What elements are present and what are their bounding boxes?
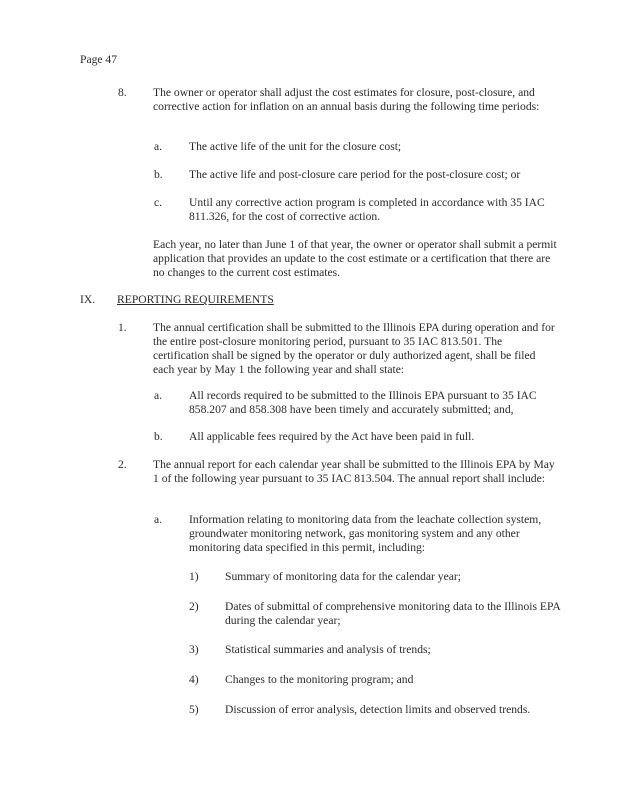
- item-2-number: 2.: [118, 458, 127, 471]
- item-8-text: The owner or operator shall adjust the cost estimates for closure, post-closure, and corrective action for inflation on an annual basis during the following time periods:: [153, 86, 540, 113]
- item-8-closing: Each year, no later than June 1 of that year, the owner or operator shall submit a permit application that provides an update to the cost estimate or a certification that there are no changes to the current cost estimates.: [153, 238, 557, 279]
- item-8c-text: Until any corrective action program is completed in accordance with 35 IAC 811.326, for the cost of corrective action.: [189, 196, 545, 223]
- item-1a-text: All records required to be submitted to the Illinois EPA pursuant to 35 IAC 858.207 and 858.308 have been timely and accurately submitted; and,: [189, 389, 537, 416]
- point-2-text: Dates of submittal of comprehensive monitoring data to the Illinois EPA during the calendar year;: [225, 600, 561, 627]
- item-8c-letter: c.: [154, 196, 163, 209]
- point-1-text: Summary of monitoring data for the calendar year;: [225, 570, 461, 583]
- item-8-number: 8.: [118, 86, 127, 99]
- point-1-number: 1): [189, 570, 199, 583]
- point-5-number: 5): [189, 703, 199, 716]
- point-5-text: Discussion of error analysis, detection limits and observed trends.: [225, 703, 531, 716]
- point-4-text: Changes to the monitoring program; and: [225, 673, 414, 686]
- item-2a-text: Information relating to monitoring data from the leachate collection system, groundwater monitoring network, gas monitoring system and any other monitoring data specified in this permit, including:: [189, 513, 542, 554]
- item-1b-letter: b.: [154, 430, 163, 443]
- item-1-number: 1.: [118, 321, 127, 334]
- item-2a-letter: a.: [154, 513, 163, 526]
- item-8a-text: The active life of the unit for the closure cost;: [189, 140, 402, 153]
- point-4-number: 4): [189, 673, 199, 686]
- section-9-heading: REPORTING REQUIREMENTS: [117, 293, 274, 306]
- point-2-number: 2): [189, 600, 199, 613]
- item-8b-letter: b.: [154, 168, 163, 181]
- item-8b-text: The active life and post-closure care period for the post-closure cost; or: [189, 168, 521, 181]
- point-3-number: 3): [189, 643, 199, 656]
- item-2-text: The annual report for each calendar year shall be submitted to the Illinois EPA by May 1 of the following year pursuant to 35 IAC 813.504. The annual report shall include:: [153, 458, 555, 485]
- item-1-text: The annual certification shall be submitted to the Illinois EPA during operation and for the entire post-closure monitoring period, pursuant to 35 IAC 813.501. The certification shall be signed by the operator or duly authorized agent, shall be filed each year by May 1 the following year and shall state:: [153, 321, 555, 376]
- item-1b-text: All applicable fees required by the Act have been paid in full.: [189, 430, 475, 443]
- point-3-text: Statistical summaries and analysis of trends;: [225, 643, 431, 656]
- section-9-number: IX.: [80, 293, 96, 306]
- item-8a-letter: a.: [154, 140, 163, 153]
- page-label: Page 47: [80, 53, 118, 66]
- item-1a-letter: a.: [154, 389, 163, 402]
